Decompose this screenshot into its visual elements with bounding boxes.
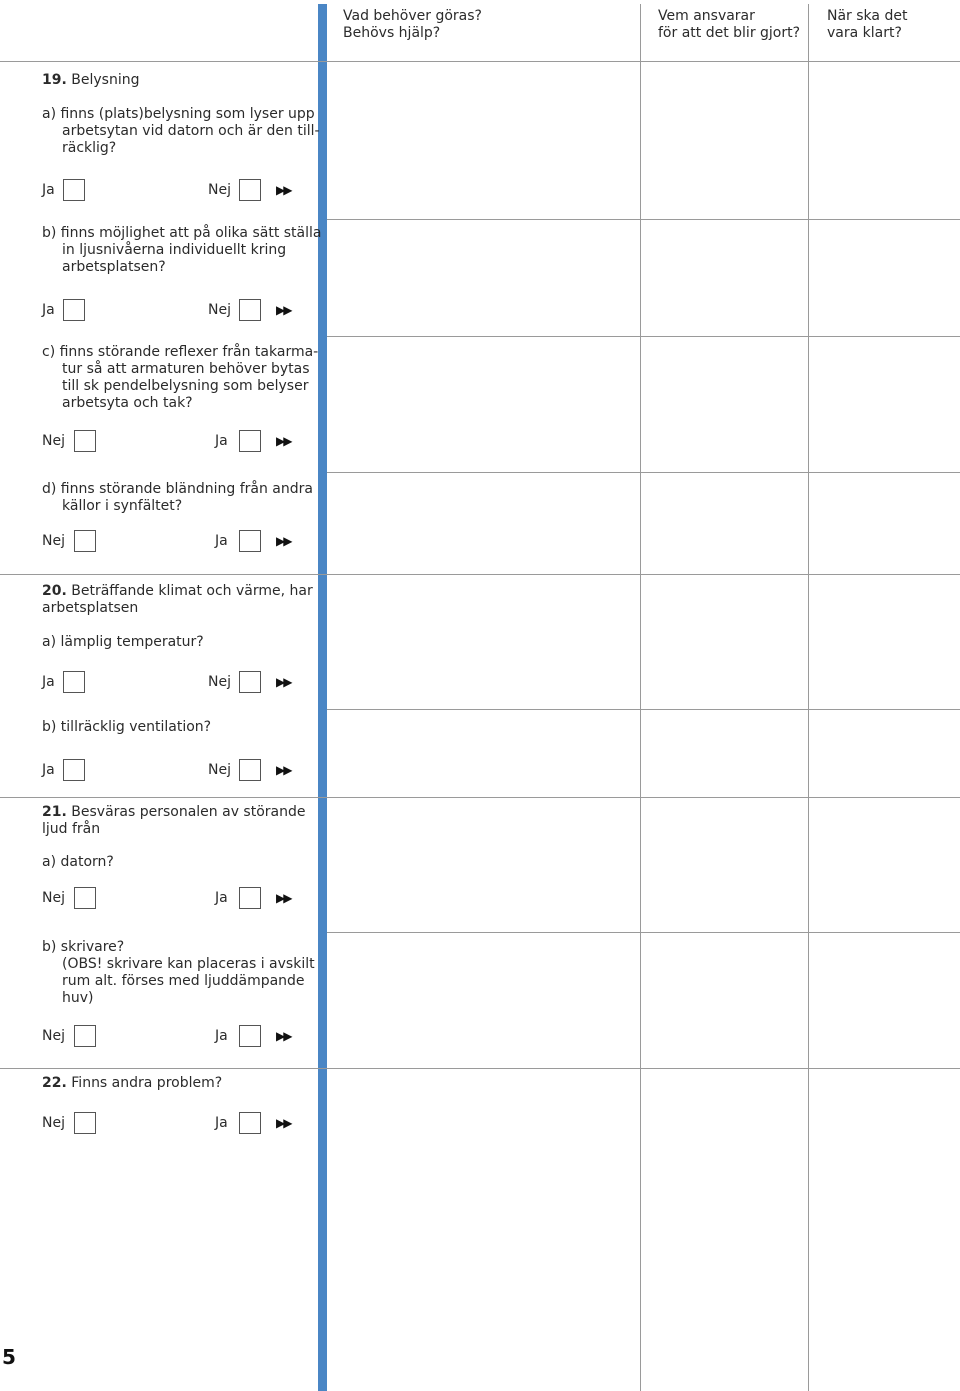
yes-label: Ja [42, 762, 55, 778]
question-text-line: c) finns störande reflexer från takarma- [42, 344, 319, 360]
question-title: Finns andra problem? [71, 1075, 223, 1091]
question-21a: a) datorn? [42, 854, 114, 870]
no-checkbox[interactable] [74, 1025, 96, 1047]
section-divider [0, 1068, 960, 1069]
question-text-line: b) skrivare? [42, 939, 125, 955]
header-what-line2: Behövs hjälp? [343, 25, 441, 41]
question-text-line: d) finns störande bländning från andra [42, 481, 313, 497]
section-divider [0, 797, 960, 798]
double-arrow-right-icon: ▶▶ [276, 1116, 291, 1130]
header-when-line1: När ska det [827, 8, 908, 24]
row-divider [327, 932, 960, 933]
no-label: Nej [42, 890, 65, 906]
yes-label: Ja [215, 433, 228, 449]
yes-checkbox[interactable] [63, 299, 85, 321]
header-what-to-do [343, 8, 482, 42]
question-19d [42, 481, 313, 515]
double-arrow-right-icon: ▶▶ [276, 303, 291, 317]
double-arrow-right-icon: ▶▶ [276, 1029, 291, 1043]
question-20-title [42, 583, 313, 617]
header-row-divider [0, 61, 960, 62]
yes-checkbox[interactable] [63, 179, 85, 201]
yes-label: Ja [215, 1028, 228, 1044]
question-21b [42, 939, 315, 1007]
double-arrow-right-icon: ▶▶ [276, 434, 291, 448]
yes-checkbox[interactable] [239, 430, 261, 452]
yes-label: Ja [215, 533, 228, 549]
question-title-line2: arbetsplatsen [42, 600, 139, 616]
question-text-line: arbetsplatsen? [62, 259, 166, 275]
question-19b [42, 225, 321, 276]
no-label: Nej [42, 433, 65, 449]
question-title: Beträffande klimat och värme, har [71, 583, 313, 599]
yes-label: Ja [42, 302, 55, 318]
no-checkbox[interactable] [239, 759, 261, 781]
yes-checkbox[interactable] [239, 530, 261, 552]
no-label: Nej [42, 533, 65, 549]
row-divider [327, 709, 960, 710]
row-divider [327, 472, 960, 473]
question-19-title [42, 72, 139, 89]
yes-label: Ja [215, 890, 228, 906]
question-20b: b) tillräcklig ventilation? [42, 719, 212, 735]
question-text-line: b) finns möjlighet att på olika sätt ställa [42, 225, 322, 241]
question-number: 21. [42, 804, 67, 820]
question-text-line: arbetsytan vid datorn och är den till- [62, 123, 320, 139]
yes-label: Ja [42, 182, 55, 198]
question-title: Besväras personalen av störande [71, 804, 306, 820]
question-text-line: huv) [62, 990, 94, 1006]
column-divider-3 [808, 4, 809, 1391]
no-checkbox[interactable] [239, 179, 261, 201]
question-22-title [42, 1075, 222, 1092]
question-text-line: in ljusnivåerna individuellt kring [62, 242, 287, 258]
question-text-line: (OBS! skrivare kan placeras i avskilt [62, 956, 315, 972]
no-label: Nej [208, 302, 231, 318]
question-text-line: räcklig? [62, 140, 117, 156]
question-text-line: rum alt. förses med ljuddämpande [62, 973, 305, 989]
no-label: Nej [42, 1028, 65, 1044]
column-divider-bar [318, 4, 327, 1391]
column-divider-2 [640, 4, 641, 1391]
question-title: Belysning [71, 72, 140, 88]
question-number: 20. [42, 583, 67, 599]
question-19a [42, 106, 320, 157]
no-label: Nej [208, 182, 231, 198]
header-when-line2: vara klart? [827, 25, 902, 41]
question-text-line: källor i synfältet? [62, 498, 183, 514]
question-number: 19. [42, 72, 67, 88]
question-19c [42, 344, 318, 412]
question-title-line2: ljud från [42, 821, 101, 837]
yes-label: Ja [215, 1115, 228, 1131]
no-checkbox[interactable] [74, 430, 96, 452]
yes-checkbox[interactable] [239, 1025, 261, 1047]
double-arrow-right-icon: ▶▶ [276, 534, 291, 548]
question-text-line: arbetsyta och tak? [62, 395, 193, 411]
double-arrow-right-icon: ▶▶ [276, 763, 291, 777]
question-text-line: till sk pendelbelysning som belyser [62, 378, 309, 394]
no-label: Nej [208, 674, 231, 690]
double-arrow-right-icon: ▶▶ [276, 891, 291, 905]
yes-checkbox[interactable] [63, 671, 85, 693]
question-text-line: tur så att armaturen behöver bytas [62, 361, 310, 377]
question-21-title [42, 804, 306, 838]
no-checkbox[interactable] [74, 530, 96, 552]
yes-checkbox[interactable] [63, 759, 85, 781]
section-divider [0, 574, 960, 575]
row-divider [327, 219, 960, 220]
no-checkbox[interactable] [239, 671, 261, 693]
no-checkbox[interactable] [239, 299, 261, 321]
yes-checkbox[interactable] [239, 1112, 261, 1134]
question-number: 22. [42, 1075, 67, 1091]
question-text-line: a) finns (plats)belysning som lyser upp [42, 106, 315, 122]
no-checkbox[interactable] [74, 1112, 96, 1134]
row-divider [327, 336, 960, 337]
no-label: Nej [208, 762, 231, 778]
header-when-done [827, 8, 907, 42]
header-who-line1: Vem ansvarar [658, 8, 755, 24]
header-who-responsible [658, 8, 800, 42]
page-number: 5 [2, 1345, 16, 1369]
header-what-line1: Vad behöver göras? [343, 8, 482, 24]
header-who-line2: för att det blir gjort? [658, 25, 801, 41]
double-arrow-right-icon: ▶▶ [276, 675, 291, 689]
yes-label: Ja [42, 674, 55, 690]
question-20a: a) lämplig temperatur? [42, 634, 204, 650]
double-arrow-right-icon: ▶▶ [276, 183, 291, 197]
no-label: Nej [42, 1115, 65, 1131]
yes-checkbox[interactable] [239, 887, 261, 909]
no-checkbox[interactable] [74, 887, 96, 909]
